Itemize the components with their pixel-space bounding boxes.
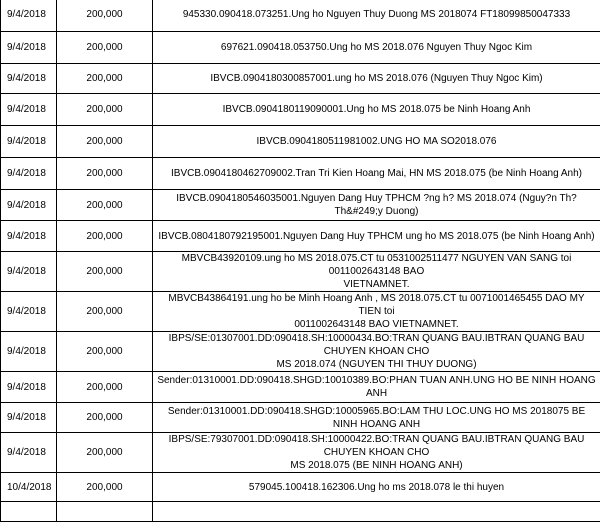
description-cell [153,292,600,332]
table-row [1,221,600,252]
date-cell: 9/4/2018 [1,372,57,403]
description-line: IBVCB.0904180511981002.UNG HO MA SO2018.076 [156,135,597,148]
amount-cell: 200,000 [57,252,153,292]
description-line: MBVCB43864191.ung ho be Minh Hoang Anh , MS 2018.075.CT tu 0071001465455 DAO MY TIEN toi [156,292,597,318]
table-row [1,502,600,522]
description-line: 579045.100418.162306.Ung ho ms 2018.078 le thi huyen [156,481,597,494]
description-cell [153,332,600,372]
date-cell: 9/4/2018 [1,221,57,252]
description-cell [153,252,600,292]
description-line: 945330.090418.073251.Ung ho Nguyen Thuy Duong MS 2018074 FT18099850047333 [156,8,597,21]
description-cell [153,158,600,190]
date-cell: 9/4/2018 [1,126,57,158]
table-row [1,252,600,292]
amount-cell: 200,000 [57,94,153,126]
description-cell [153,473,600,502]
date-cell: 9/4/2018 [1,190,57,221]
table-row [1,190,600,221]
amount-cell: 200,000 [57,403,153,433]
date-cell: 9/4/2018 [1,94,57,126]
amount-cell: 200,000 [57,158,153,190]
description-cell [153,32,600,64]
description-line: IBVCB.0904180119090001.Ung ho MS 2018.075 be Ninh Hoang Anh [156,103,597,116]
amount-cell: 200,000 [57,64,153,94]
date-cell: 9/4/2018 [1,158,57,190]
description-line: IBVCB.0904180546035001.Nguyen Dang Huy TPHCM ?ng h? MS 2018.074 (Nguy?n Th? Th&#249;y Duong) [156,192,597,218]
amount-cell: 200,000 [57,372,153,403]
amount-cell: 200,000 [57,126,153,158]
description-cell [153,221,600,252]
description-line: IBVCB.0904180300857001.ung ho MS 2018.076 (Nguyen Thuy Ngoc Kim) [156,72,597,85]
amount-cell: 200,000 [57,473,153,502]
table-row [1,126,600,158]
table-row [1,473,600,502]
description-cell [153,64,600,94]
description-cell [153,0,600,32]
description-line: IBVCB.0804180792195001.Nguyen Dang Huy TPHCM ung ho MS 2018.075 (be Ninh Hoang Anh) [156,230,597,243]
amount-cell: 200,000 [57,32,153,64]
donations-table-body [1,0,600,522]
table-row [1,64,600,94]
table-row [1,94,600,126]
date-cell: 9/4/2018 [1,252,57,292]
date-cell: 9/4/2018 [1,332,57,372]
description-cell [153,433,600,473]
amount-cell: 200,000 [57,292,153,332]
description-line: MBVCB43920109.ung ho MS 2018.075.CT tu 0531002511477 NGUYEN VAN SANG toi 0011002643148 BAO [156,252,597,278]
table-row [1,433,600,473]
description-line: IBPS/SE:01307001.DD:090418.SH:10000434.BO:TRAN QUANG BAU.IBTRAN QUANG BAU CHUYEN KHOAN CHO [156,332,597,358]
table-row [1,372,600,403]
amount-cell: 200,000 [57,0,153,32]
date-cell: 9/4/2018 [1,292,57,332]
description-cell [153,502,600,522]
table-row [1,0,600,32]
date-cell: 9/4/2018 [1,32,57,64]
description-cell [153,94,600,126]
amount-cell: 200,000 [57,221,153,252]
amount-cell: 200,000 [57,190,153,221]
amount-cell [57,502,153,522]
amount-cell: 200,000 [57,433,153,473]
date-cell: 9/4/2018 [1,64,57,94]
description-line: 0011002643148 BAO VIETNAMNET. [156,318,597,331]
description-line: Sender:01310001.DD:090418.SHGD:10005965.BO:LAM THU LOC.UNG HO MS 2018075 BE NINH HOANG ANH [156,405,597,431]
table-row [1,332,600,372]
date-cell [1,502,57,522]
date-cell: 9/4/2018 [1,0,57,32]
description-cell [153,126,600,158]
description-cell [153,190,600,221]
description-line: Sender:01310001.DD:090418.SHGD:10010389.BO:PHAN TUAN ANH.UNG HO BE NINH HOANG ANH [156,374,597,400]
description-line: MS 2018.075 (BE NINH HOANG ANH) [156,459,597,472]
description-line: IBPS/SE:79307001.DD:090418.SH:10000422.BO:TRAN QUANG BAU.IBTRAN QUANG BAU CHUYEN KHOAN CHO [156,433,597,459]
date-cell: 10/4/2018 [1,473,57,502]
amount-cell: 200,000 [57,332,153,372]
table-row [1,403,600,433]
table-row [1,158,600,190]
description-line: IBVCB.0904180462709002.Tran Tri Kien Hoang Mai, HN MS 2018.075 (be Ninh Hoang Anh) [156,167,597,180]
description-cell [153,403,600,433]
description-line: MS 2018.074 (NGUYEN THI THUY DUONG) [156,358,597,371]
date-cell: 9/4/2018 [1,433,57,473]
description-line: VIETNAMNET. [156,278,597,291]
table-row [1,32,600,64]
table-row [1,292,600,332]
description-cell [153,372,600,403]
description-line: 697621.090418.053750.Ung ho MS 2018.076 Nguyen Thuy Ngoc Kim [156,41,597,54]
date-cell: 9/4/2018 [1,403,57,433]
